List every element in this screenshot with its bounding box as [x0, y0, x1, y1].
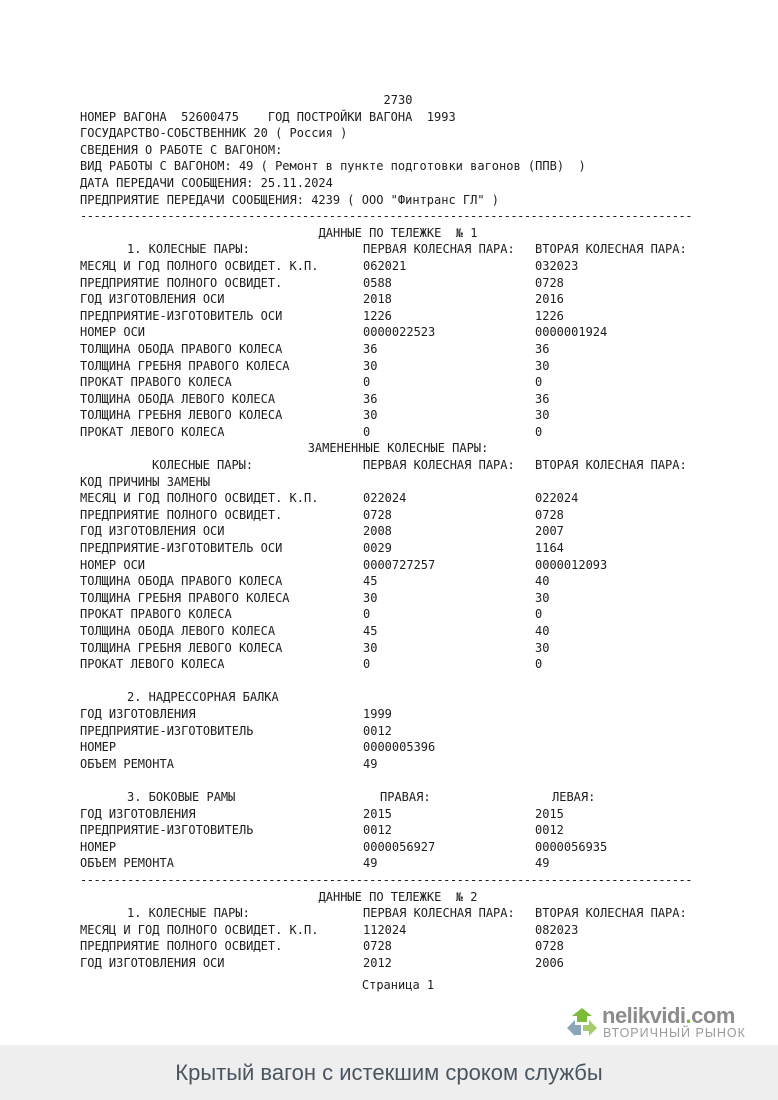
row-label: ТОЛЩИНА ОБОДА ЛЕВОГО КОЛЕСА: [80, 391, 276, 406]
table-row: [80, 606, 720, 623]
table-row: [80, 855, 720, 872]
second-pair-header: ВТОРАЯ КОЛЕСНАЯ ПАРА:: [535, 906, 687, 921]
row-label: ТОЛЩИНА ОБОДА ЛЕВОГО КОЛЕСА: [80, 624, 276, 638]
top-number: 2730: [383, 93, 413, 107]
owner-state-line: ГОСУДАРСТВО-СОБСТВЕННИК 20 ( Россия ): [80, 126, 348, 141]
replaced-section-title: КОЛЕСНЫЕ ПАРЫ:: [152, 458, 254, 473]
row-value-first: 1226: [363, 308, 392, 323]
row-value-second: 0: [535, 607, 543, 622]
table-row: [80, 275, 720, 292]
second-pair-header: ВТОРАЯ КОЛЕСНАЯ ПАРА:: [535, 458, 687, 473]
table-row: [80, 938, 720, 955]
replaced-header-row: [80, 457, 720, 474]
row-value-second: 032023: [535, 258, 579, 273]
row-value-first: 0588: [363, 275, 392, 290]
row-value-right: 2015: [363, 806, 392, 821]
separator-line: -------------------------------------------------------------------------------------------: [80, 209, 692, 224]
brand-subtitle: ВТОРИЧНЫЙ РЫНОК: [603, 1026, 746, 1040]
table-row: [80, 723, 720, 740]
table-row: [80, 640, 720, 657]
row-label: ПРОКАТ ПРАВОГО КОЛЕСА: [80, 375, 232, 390]
row-value-first: 0: [363, 424, 371, 439]
row-label: ГОД ИЗГОТОВЛЕНИЯ: [80, 806, 196, 821]
beam-section-title: 2. НАДРЕССОРНАЯ БАЛКА: [127, 690, 279, 705]
row-label: ПРЕДПРИЯТИЕ ПОЛНОГО ОСВИДЕТ.: [80, 507, 283, 522]
row-value: 1999: [363, 706, 392, 721]
table-row: [80, 656, 720, 673]
recycle-arrows-icon: [565, 1006, 599, 1038]
row-value-first: 45: [363, 574, 378, 589]
row-value-right: 0000056927: [363, 839, 436, 854]
left-frame-header: ЛЕВАЯ:: [552, 789, 596, 804]
row-value: 0012: [363, 723, 392, 738]
table-row: [80, 557, 720, 574]
row-value-first: 0: [363, 375, 371, 390]
table-row: [80, 590, 720, 607]
row-value-second: 0728: [535, 275, 564, 290]
row-value-second: 0: [535, 657, 543, 672]
row-label: МЕСЯЦ И ГОД ПОЛНОГО ОСВИДЕТ. К.П.: [80, 258, 319, 273]
wheels-section-title: 1. КОЛЕСНЫЕ ПАРЫ:: [127, 242, 250, 257]
row-value-first: 30: [363, 590, 378, 605]
row-value-second: 30: [535, 640, 550, 655]
table-row: [80, 540, 720, 557]
table-row: [80, 922, 720, 939]
row-value-left: 0012: [535, 823, 564, 838]
row-label: МЕСЯЦ И ГОД ПОЛНОГО ОСВИДЕТ. К.П.: [80, 491, 319, 506]
replaced-pairs-title: ЗАМЕНЕННЫЕ КОЛЕСНЫЕ ПАРЫ:: [307, 441, 489, 456]
row-value-second: 0: [535, 424, 543, 439]
table-row: [80, 955, 720, 972]
row-label: ТОЛЩИНА ГРЕБНЯ ЛЕВОГО КОЛЕСА: [80, 640, 283, 655]
row-label: ТОЛЩИНА ГРЕБНЯ ПРАВОГО КОЛЕСА: [80, 358, 290, 373]
work-info-heading: СВЕДЕНИЯ О РАБОТЕ С ВАГОНОМ:: [80, 142, 283, 157]
row-label: ПРОКАТ ЛЕВОГО КОЛЕСА: [80, 657, 225, 672]
table-row: [80, 374, 720, 391]
row-value-first: 30: [363, 358, 378, 373]
row-label: ПРЕДПРИЯТИЕ-ИЗГОТОВИТЕЛЬ: [80, 723, 254, 738]
row-value-right: 0012: [363, 823, 392, 838]
table-row: [80, 391, 720, 408]
row-value-first: 30: [363, 408, 378, 423]
row-value-left: 49: [535, 856, 550, 871]
row-value-second: 40: [535, 574, 550, 589]
table-row: [80, 706, 720, 723]
row-value-second: 40: [535, 624, 550, 638]
table-row: [80, 424, 720, 441]
row-value-left: 0000056935: [535, 839, 608, 854]
frames-section-title: 3. БОКОВЫЕ РАМЫ: [127, 789, 236, 804]
row-label: НОМЕР: [80, 740, 117, 755]
row-label: ОБЪЕМ РЕМОНТА: [80, 756, 174, 771]
row-label: ПРОКАТ ПРАВОГО КОЛЕСА: [80, 607, 232, 622]
frames-header-row: [80, 789, 720, 806]
row-label: ГОД ИЗГОТОВЛЕНИЯ: [80, 706, 196, 721]
row-value-second: 022024: [535, 491, 579, 506]
row-value-second: 1164: [535, 541, 564, 556]
row-value-first: 0000727257: [363, 557, 436, 572]
table-row: [80, 523, 720, 540]
row-label: НОМЕР ОСИ: [80, 557, 146, 572]
wheels-header-row: [80, 905, 720, 922]
bogie-1-title: ДАННЫЕ ПО ТЕЛЕЖКЕ № 1: [318, 225, 478, 240]
message-enterprise-line: ПРЕДПРИЯТИЕ ПЕРЕДАЧИ СООБЩЕНИЯ: 4239 ( ООО "Финтранс ГЛ" ): [80, 192, 500, 207]
row-label: ТОЛЩИНА ГРЕБНЯ ПРАВОГО КОЛЕСА: [80, 590, 290, 605]
row-value-first: 2008: [363, 524, 392, 539]
row-label: МЕСЯЦ И ГОД ПОЛНОГО ОСВИДЕТ. К.П.: [80, 922, 319, 937]
row-value-first: 022024: [363, 491, 407, 506]
table-row: [80, 507, 720, 524]
row-value-second: 0000012093: [535, 557, 608, 572]
caption-bar: [0, 1045, 778, 1100]
table-row: [80, 756, 720, 773]
wheels-section-title: 1. КОЛЕСНЫЕ ПАРЫ:: [127, 906, 250, 921]
document-page: [80, 92, 720, 994]
row-value-first: 2012: [363, 955, 392, 970]
row-label: ПРЕДПРИЯТИЕ ПОЛНОГО ОСВИДЕТ.: [80, 275, 283, 290]
row-value-first: 0728: [363, 939, 392, 954]
row-value-first: 0: [363, 657, 371, 672]
bogie-2-title: ДАННЫЕ ПО ТЕЛЕЖКЕ № 2: [318, 889, 478, 904]
first-pair-header: ПЕРВАЯ КОЛЕСНАЯ ПАРА:: [363, 458, 515, 473]
row-value-second: 082023: [535, 922, 579, 937]
row-label: ГОД ИЗГОТОВЛЕНИЯ ОСИ: [80, 955, 225, 970]
row-value-first: 062021: [363, 258, 407, 273]
replacement-reason-label: КОД ПРИЧИНЫ ЗАМЕНЫ: [80, 474, 211, 489]
table-row: [80, 258, 720, 275]
caption-text: Крытый вагон с истекшим сроком службы: [175, 1059, 603, 1085]
second-pair-header: ВТОРАЯ КОЛЕСНАЯ ПАРА:: [535, 242, 687, 257]
table-row: [80, 407, 720, 424]
brand-main: nelikvidi: [602, 1003, 686, 1028]
row-value-first: 30: [363, 640, 378, 655]
row-label: ТОЛЩИНА ОБОДА ПРАВОГО КОЛЕСА: [80, 341, 283, 356]
wagon-number-line: НОМЕР ВАГОНА 52600475 ГОД ПОСТРОЙКИ ВАГОНА 1993: [80, 109, 456, 124]
row-value-second: 0000001924: [535, 325, 608, 340]
table-row: [80, 839, 720, 856]
row-label: НОМЕР: [80, 839, 117, 854]
row-value-second: 1226: [535, 308, 564, 323]
brand-dot: .: [685, 1003, 692, 1028]
table-row: [80, 739, 720, 756]
row-label: ПРЕДПРИЯТИЕ-ИЗГОТОВИТЕЛЬ ОСИ: [80, 308, 283, 323]
row-label: ПРЕДПРИЯТИЕ-ИЗГОТОВИТЕЛЬ ОСИ: [80, 541, 283, 556]
row-value-first: 45: [363, 624, 378, 638]
row-label: ПРЕДПРИЯТИЕ ПОЛНОГО ОСВИДЕТ.: [80, 939, 283, 954]
row-value-second: 2016: [535, 292, 564, 307]
separator-line: -------------------------------------------------------------------------------------------: [80, 872, 692, 887]
wheels-header-row: [80, 241, 720, 258]
row-value-second: 36: [535, 391, 550, 406]
table-row: [80, 490, 720, 507]
row-value-second: 30: [535, 358, 550, 373]
table-row: [80, 573, 720, 590]
row-value-first: 0: [363, 607, 371, 622]
message-date-line: ДАТА ПЕРЕДАЧИ СООБЩЕНИЯ: 25.11.2024: [80, 175, 333, 190]
right-frame-header: ПРАВАЯ:: [380, 789, 431, 804]
row-value-second: 0: [535, 375, 543, 390]
row-label: ГОД ИЗГОТОВЛЕНИЯ ОСИ: [80, 524, 225, 539]
row-value-right: 49: [363, 856, 378, 871]
table-row: [80, 806, 720, 823]
row-label: ГОД ИЗГОТОВЛЕНИЯ ОСИ: [80, 292, 225, 307]
row-label: ПРЕДПРИЯТИЕ-ИЗГОТОВИТЕЛЬ: [80, 823, 254, 838]
row-label: ТОЛЩИНА ОБОДА ПРАВОГО КОЛЕСА: [80, 574, 283, 589]
row-value-second: 0728: [535, 507, 564, 522]
row-value-second: 30: [535, 590, 550, 605]
row-value: 0000005396: [363, 740, 436, 755]
row-value-second: 0728: [535, 939, 564, 954]
work-type-line: ВИД РАБОТЫ С ВАГОНОМ: 49 ( Ремонт в пункте подготовки вагонов (ППВ) ): [80, 159, 586, 174]
row-value-first: 36: [363, 341, 378, 356]
row-value-first: 36: [363, 391, 378, 406]
page-number: Страница 1: [361, 978, 435, 993]
brand-tld: com: [691, 1003, 735, 1028]
table-row: [80, 358, 720, 375]
row-value-first: 112024: [363, 922, 407, 937]
table-row: [80, 623, 720, 640]
first-pair-header: ПЕРВАЯ КОЛЕСНАЯ ПАРА:: [363, 242, 515, 257]
table-row: [80, 324, 720, 341]
row-value-second: 36: [535, 341, 550, 356]
table-row: [80, 341, 720, 358]
row-value-second: 30: [535, 408, 550, 423]
row-value: 49: [363, 756, 378, 771]
row-label: ОБЪЕМ РЕМОНТА: [80, 856, 174, 871]
row-value-first: 0728: [363, 507, 392, 522]
row-value-first: 2018: [363, 292, 392, 307]
row-value-second: 2007: [535, 524, 564, 539]
table-row: [80, 822, 720, 839]
row-label: НОМЕР ОСИ: [80, 325, 146, 340]
row-value-first: 0029: [363, 541, 392, 556]
row-label: ПРОКАТ ЛЕВОГО КОЛЕСА: [80, 424, 225, 439]
row-label: ТОЛЩИНА ГРЕБНЯ ЛЕВОГО КОЛЕСА: [80, 408, 283, 423]
table-row: [80, 291, 720, 308]
table-row: [80, 308, 720, 325]
row-value-first: 0000022523: [363, 325, 436, 340]
row-value-left: 2015: [535, 806, 564, 821]
row-value-second: 2006: [535, 955, 564, 970]
first-pair-header: ПЕРВАЯ КОЛЕСНАЯ ПАРА:: [363, 906, 515, 921]
watermark-logo: [565, 1004, 765, 1040]
